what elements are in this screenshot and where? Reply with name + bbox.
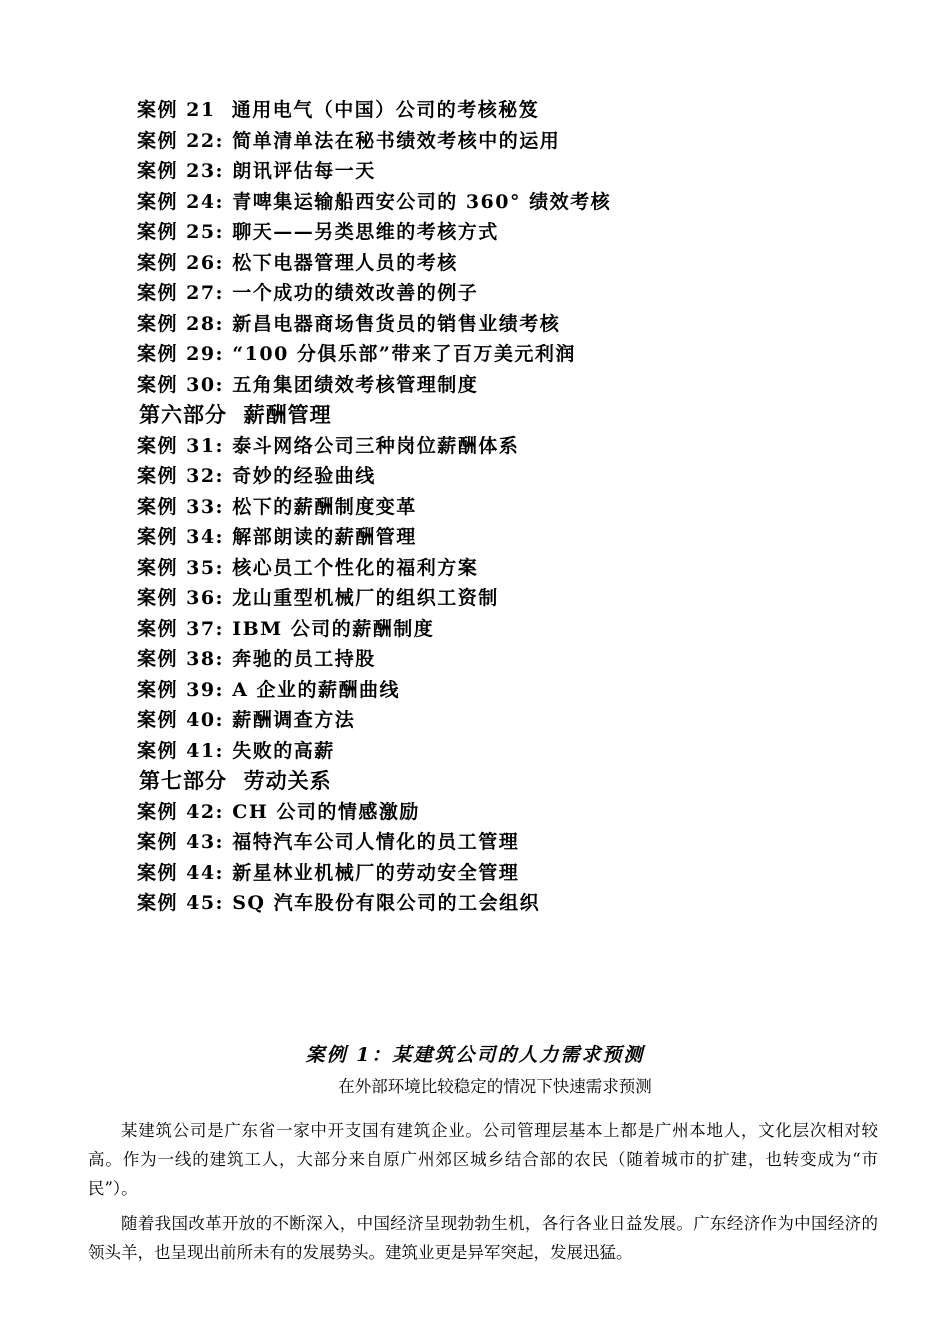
toc-case-label: 案例 22: [137, 129, 225, 152]
toc-case-label: 案例 31: [137, 434, 225, 457]
article-title: 案例 1：某建筑公司的人力需求预测 [305, 1044, 645, 1066]
toc-case-title: “100 分俱乐部”带来了百万美元利润 [232, 343, 576, 365]
toc-case-label: 案例 23: [137, 160, 225, 182]
toc-item [137, 309, 897, 340]
toc-case-label: 案例 26: [137, 251, 225, 274]
toc-item [137, 156, 897, 187]
toc-case-label: 案例 42: [137, 800, 225, 823]
toc-separator [224, 435, 232, 457]
article-subtitle: 在外部环境比较稳定的情况下快速需求预测 [338, 1077, 652, 1096]
toc-case-label: 案例 27: [137, 282, 225, 304]
toc-case-label: 案例 21 [137, 99, 216, 121]
toc-item [137, 431, 897, 462]
toc-separator [224, 648, 232, 670]
toc-case-title: 一个成功的绩效改善的例子 [232, 282, 479, 304]
toc-case-title: SQ 汽车股份有限公司的工会组织 [232, 892, 541, 914]
toc-separator [224, 709, 232, 731]
toc-separator [224, 343, 232, 365]
toc-item [137, 370, 897, 401]
toc-separator [224, 374, 232, 396]
toc-case-label: 案例 45: [137, 892, 225, 914]
toc-item [137, 858, 897, 889]
toc-case-label: 案例 39: [137, 678, 225, 701]
toc-item [137, 827, 897, 858]
toc-case-label: 案例 33: [137, 495, 225, 518]
toc-case-label: 案例 25: [137, 221, 225, 243]
toc-case-label: 案例 44: [137, 861, 225, 884]
toc-separator [224, 740, 232, 762]
toc-case-title: 核心员工个性化的福利方案 [232, 556, 479, 579]
toc-case-title: 薪酬调查方法 [232, 709, 356, 731]
toc-separator [224, 282, 232, 304]
toc-separator [224, 801, 232, 823]
toc-case-title: 简单清单法在秘书绩效考核中的运用 [232, 129, 561, 152]
toc-item [137, 553, 897, 584]
toc-case-label: 案例 43: [137, 831, 225, 853]
toc-item [137, 644, 897, 675]
toc-item [137, 736, 897, 767]
toc-separator [224, 465, 232, 487]
toc-item [137, 583, 897, 614]
toc-case-title: 通用电气（中国）公司的考核秘笈 [231, 99, 540, 121]
toc-item [137, 461, 897, 492]
article-paragraph: 随着我国改革开放的不断深入，中国经济呈现勃勃生机，各行各业日益发展。广东经济作为中国经济的领头羊，也呈现出前所未有的发展势头。建筑业更是异军突起，发展迅猛。 [88, 1213, 878, 1262]
toc-case-title: 青啤集运输船西安公司的 360° 绩效考核 [232, 190, 612, 213]
toc-item [137, 614, 897, 645]
section-heading-compensation: 第六部分 薪酬管理 [139, 403, 332, 427]
toc-case-title: 松下电器管理人员的考核 [232, 251, 458, 274]
toc-item [137, 95, 897, 126]
toc-item [137, 278, 897, 309]
toc-separator [224, 526, 232, 548]
toc-case-label: 案例 38: [137, 648, 225, 670]
toc-case-label: 案例 30: [137, 373, 225, 396]
table-of-contents [137, 95, 897, 919]
toc-case-title: 新星林业机械厂的劳动安全管理 [232, 861, 520, 884]
toc-case-title: IBM 公司的薪酬制度 [232, 617, 435, 640]
toc-case-label: 案例 37: [137, 617, 225, 640]
toc-case-title: A 企业的薪酬曲线 [232, 678, 401, 701]
toc-case-title: 聊天——另类思维的考核方式 [232, 221, 499, 243]
toc-item [137, 705, 897, 736]
toc-separator [224, 313, 232, 335]
toc-separator [224, 191, 232, 213]
toc-separator [224, 587, 232, 609]
toc-separator [224, 679, 232, 701]
toc-item [137, 492, 897, 523]
toc-separator [224, 221, 232, 243]
toc-case-label: 案例 32: [137, 465, 225, 487]
toc-case-title: 松下的薪酬制度变革 [232, 495, 417, 518]
toc-case-title: 奇妙的经验曲线 [232, 465, 376, 487]
toc-case-title: 朗讯评估每一天 [232, 160, 376, 182]
toc-case-label: 案例 40: [137, 709, 225, 731]
toc-item [137, 675, 897, 706]
toc-case-title: 奔驰的员工持股 [232, 648, 376, 670]
toc-item [137, 797, 897, 828]
toc-separator [224, 892, 232, 914]
toc-separator [224, 618, 232, 640]
toc-separator [216, 99, 232, 121]
toc-separator [224, 496, 232, 518]
toc-case-label: 案例 35: [137, 556, 225, 579]
toc-item [137, 187, 897, 218]
toc-case-label: 案例 36: [137, 587, 225, 609]
toc-case-title: 龙山重型机械厂的组织工资制 [232, 587, 499, 609]
toc-case-title: 新昌电器商场售货员的销售业绩考核 [232, 312, 561, 335]
toc-separator [224, 557, 232, 579]
toc-case-label: 案例 24: [137, 190, 225, 213]
section-heading-labor-relations: 第七部分 劳动关系 [139, 769, 332, 793]
toc-case-title: 福特汽车公司人情化的员工管理 [232, 831, 520, 853]
toc-separator [224, 252, 232, 274]
toc-separator [224, 862, 232, 884]
toc-item [137, 339, 897, 370]
toc-separator [224, 831, 232, 853]
toc-item [137, 126, 897, 157]
toc-item [137, 248, 897, 279]
toc-case-label: 案例 34: [137, 526, 225, 548]
toc-case-title: 失败的高薪 [232, 739, 335, 762]
toc-item [137, 888, 897, 919]
article-paragraph: 某建筑公司是广东省一家中开支国有建筑企业。公司管理层基本上都是广州本地人，文化层次相对较高。作为一线的建筑工人，大部分来自原广州郊区城乡结合部的农民（随着城市的扩建，也转变成为“市民”）。 [88, 1120, 878, 1198]
toc-separator [224, 130, 232, 152]
toc-case-label: 案例 28: [137, 312, 225, 335]
toc-case-label: 案例 29: [137, 343, 225, 365]
toc-separator [224, 160, 232, 182]
toc-case-label: 案例 41: [137, 739, 225, 762]
toc-case-title: 五角集团绩效考核管理制度 [232, 373, 479, 396]
toc-item [137, 217, 897, 248]
toc-case-title: 解部朗读的薪酬管理 [232, 526, 417, 548]
toc-case-title: 泰斗网络公司三种岗位薪酬体系 [232, 434, 520, 457]
toc-case-title: CH 公司的情感激励 [232, 800, 420, 823]
toc-item [137, 522, 897, 553]
